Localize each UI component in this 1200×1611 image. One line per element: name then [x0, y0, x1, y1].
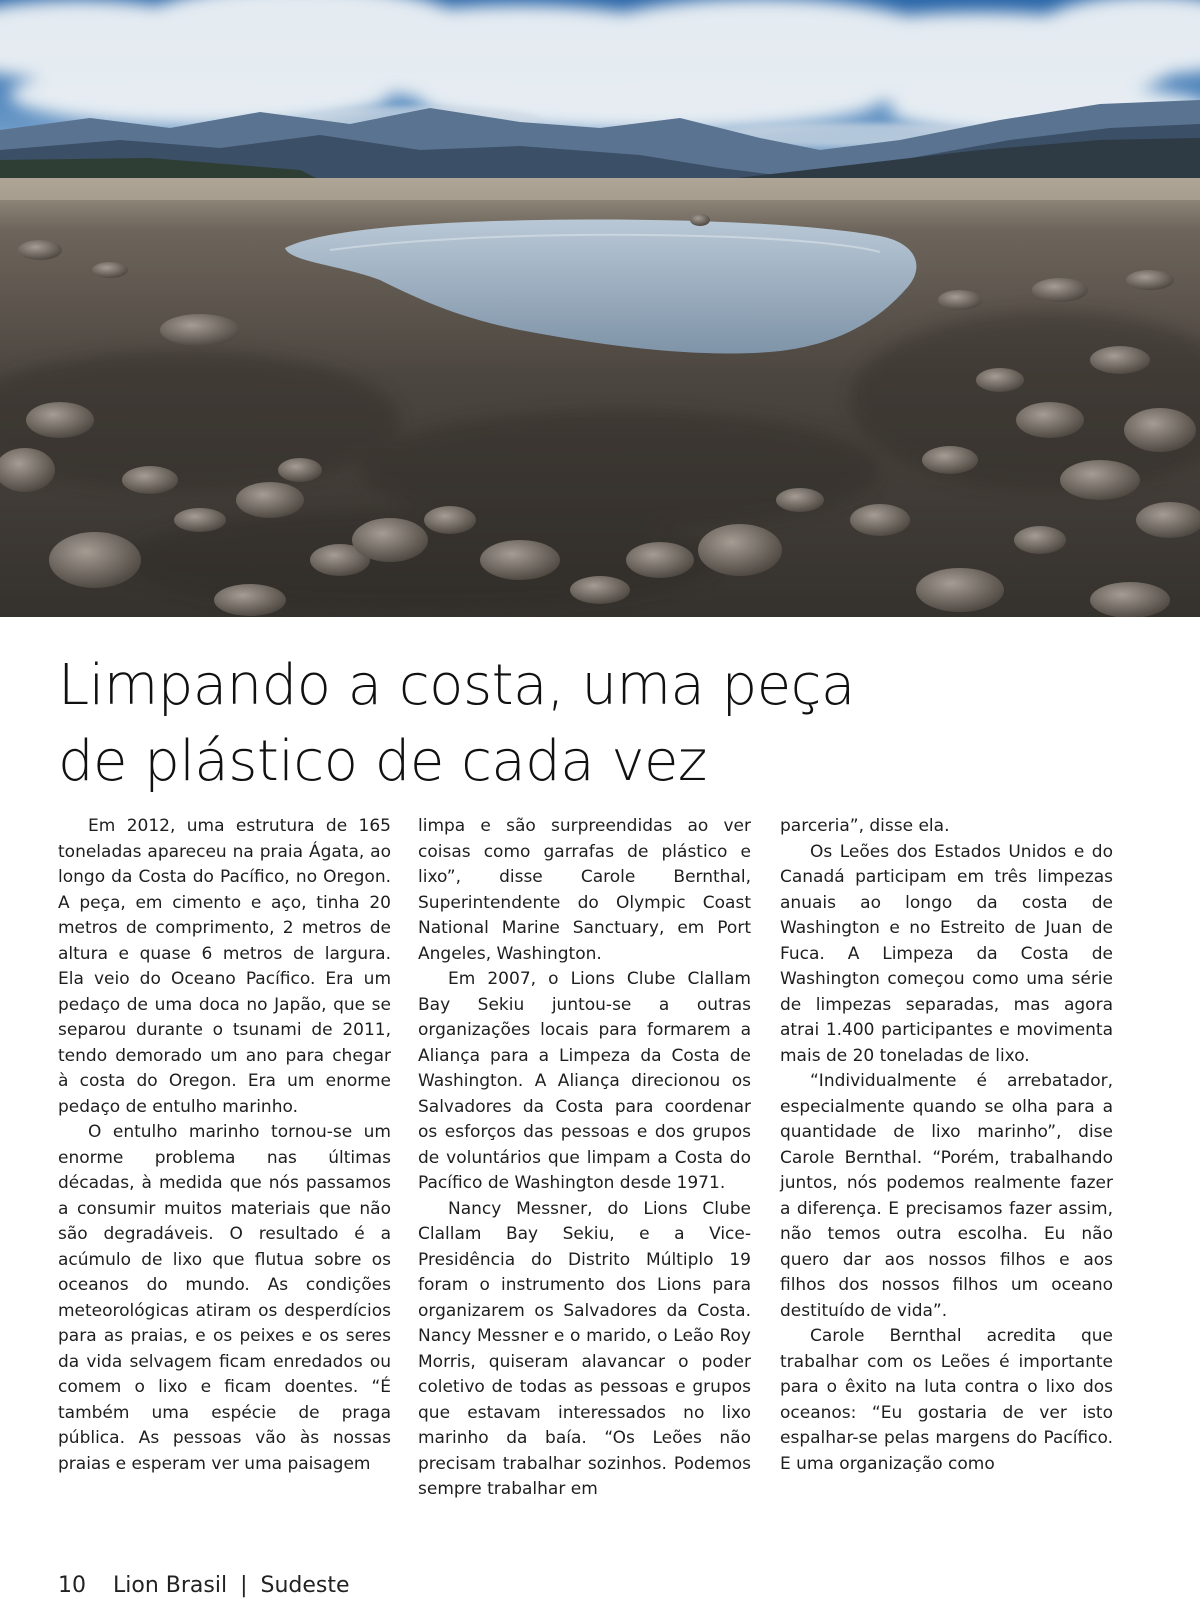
paragraph: Em 2007, o Lions Clube Clallam Bay Sekiu juntou-se a outras organizações locais para formarem a Aliança para a Limpeza da Costa de Washington. A Aliança direcionou os Salvadores da Costa para coordenar os esforços das pessoas e dos grupos de voluntários que limpam a Costa do Pacífico de Washington desde 1971. [418, 969, 751, 1193]
paragraph: Nancy Messner, do Lions Clube Clallam Bay Sekiu, e a Vice-Presidência do Distrito Múltiplo 19 foram o instrumento dos Lions para organizarem os Salvadores da Costa. Nancy Messner e o marido, o Leão Roy Morris, quiseram alavancar o poder coletivo de todas as pessoas e grupos que estavam interessados no lixo marinho da baía. “Os Leões não precisam trabalhar sozinhos. Podemos sempre trabalhar em [418, 1198, 751, 1499]
paragraph: Os Leões dos Estados Unidos e do Canadá participam em três limpezas anuais ao longo da costa de Washington e no Estreito de Juan de Fuca. A Limpeza da Costa de Washington começou como uma série de limpezas separadas, mas agora atrai 1.400 participantes e movimenta mais de 20 toneladas de lixo. [780, 841, 1113, 1066]
dried-lakebed-image [0, 0, 1200, 617]
text-column-1 [58, 814, 391, 1477]
page-footer [58, 1571, 350, 1601]
article-title-line-2: de plástico de cada vez [58, 729, 707, 794]
hero-photo [0, 0, 1200, 617]
paragraph: O entulho marinho tornou-se um enorme problema nas últimas décadas, à medida que nós passamos a consumir muitos materiais que não são degradáveis. O resultado é a acúmulo de lixo que flutua sobre os oceanos do mundo. As condições meteorológicas atiram os desperdícios para as praias, e os peixes e os seres da vida selvagem ficam enredados ou comem o lixo e ficam doentes. “É também uma espécie de praga pública. As pessoas vão às nossas praias e esperam ver uma paisagem [58, 1122, 391, 1474]
publication-name: Lion Brasil [113, 1573, 228, 1598]
section-name: Sudeste [260, 1573, 350, 1598]
text-column-3 [780, 814, 1113, 1477]
clouds [0, 0, 1200, 135]
article-title [58, 648, 1058, 800]
footer-separator: | [240, 1573, 248, 1598]
paragraph: “Individualmente é arrebatador, especialmente quando se olha para a quantidade de lixo marinho”, dise Carole Bernthal. “Porém, trabalhando juntos, nós podemos realmente fazer a diferença. E precisamos fazer assim, não temos outra escolha. Eu não quero dar aos nossos filhos e aos filhos dos nossos filhos um oceano destituído de vida”. [780, 1071, 1113, 1321]
article-title-line-1: Limpando a costa, uma peça [58, 653, 855, 718]
paragraph: Em 2012, uma estrutura de 165 toneladas apareceu na praia Ágata, ao longo da Costa do Pacífico, no Oregon. A peça, em cimento e aço, tinha 20 metros de comprimento, 2 metros de altura e quase 6 metros de largura. Ela veio do Oceano Pacífico. Era um pedaço de uma doca no Japão, que se separou durante o tsunami de 2011, tendo demorado um ano para chegar à costa do Oregon. Era um enorme pedaço de entulho marinho. [58, 816, 391, 1117]
paragraph: Carole Bernthal acredita que trabalhar com os Leões é importante para o êxito na luta contra o lixo dos oceanos: “Eu gostaria de ver isto espalhar-se pelas margens do Pacífico. E uma organização como [780, 1326, 1113, 1474]
paragraph: limpa e são surpreendidas ao ver coisas como garrafas de plástico e lixo”, disse Carole Bernthal, Superintendente do Olympic Coast National Marine Sanctuary, em Port Angeles, Washington. [418, 816, 751, 964]
paragraph: parceria”, disse ela. [780, 816, 950, 836]
text-column-2 [418, 814, 751, 1503]
page-number: 10 [58, 1573, 86, 1598]
